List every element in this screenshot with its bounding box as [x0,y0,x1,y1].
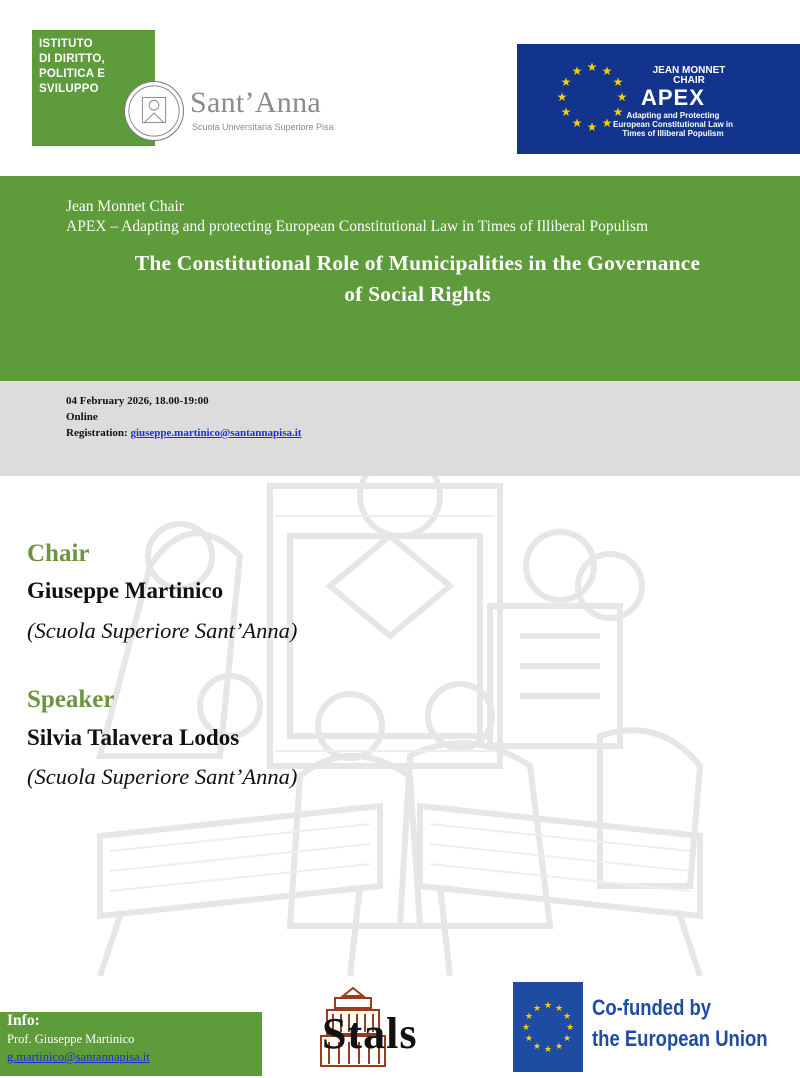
title-band [0,176,800,381]
event-date: 04 February 2026, 18.00-19:00 [66,395,209,407]
chair-name: Giuseppe Martinico [27,578,224,603]
event-mode: Online [66,411,98,423]
star-icon: ★ [571,116,583,131]
star-icon: ★ [543,1001,553,1012]
star-icon: ★ [565,1023,575,1034]
star-icon: ★ [571,64,583,79]
eu-cofunded-text [592,992,768,1054]
star-icon: ★ [543,1045,553,1056]
star-icon: ★ [556,90,568,105]
star-icon: ★ [524,1012,533,1023]
star-icon: ★ [586,120,598,135]
event-title-line: The Constitutional Role of Municipalities in the Governance [134,251,701,275]
star-icon: ★ [601,116,613,131]
speaker-affiliation: (Scuola Superiore Sant’Anna) [27,764,298,789]
stals-logo-text: Stals [322,1009,418,1058]
star-icon: ★ [586,60,598,75]
apex-logo [517,44,800,154]
event-title-line: of Social Rights [344,282,491,306]
star-icon: ★ [563,1012,572,1023]
star-icon: ★ [612,75,624,90]
registration-label: Registration: [66,427,128,439]
registration-line [66,427,301,439]
institute-line: SVILUPPO [39,83,99,95]
info-title: Info: [7,1012,40,1029]
registration-email-link[interactable]: giuseppe.martinico@santannapisa.it [130,427,302,439]
info-box [0,1012,262,1076]
apex-subtitle [573,111,773,138]
institute-line: ISTITUTO [39,38,93,50]
star-icon: ★ [616,90,628,105]
eu-text-line: the European Union [592,1026,768,1051]
apex-top-line: CHAIR [673,75,705,86]
info-contact-name: Prof. Giuseppe Martinico [7,1032,135,1046]
star-icon: ★ [554,1042,564,1053]
star-icon: ★ [532,1042,542,1053]
apex-top-line: JEAN MONNET [652,65,726,76]
apex-top-text [634,66,744,86]
star-icon: ★ [560,75,572,90]
institute-line: DI DIRITTO, [39,53,105,65]
santanna-seal-icon [124,81,184,141]
apex-sub-line: Times of Illiberal Populism [622,129,724,138]
chair-role-label: Chair [27,540,90,567]
star-icon: ★ [612,105,624,120]
star-icon: ★ [601,64,613,79]
eu-text-line: Co-funded by [592,995,712,1020]
eu-flag-icon [513,982,583,1072]
apex-sub-line: European Constitutional Law in [613,120,733,129]
star-icon: ★ [554,1004,564,1015]
project-line: APEX – Adapting and protecting European Constitutional Law in Times of Illiberal Populism [66,218,649,235]
university-subtitle: Scuola Universitaria Superiore Pisa [192,122,334,132]
chair-program-line: Jean Monnet Chair [66,198,184,215]
apex-sub-line: Adapting and Protecting [626,111,720,120]
star-icon: ★ [560,105,572,120]
speaker-name: Silvia Talavera Lodos [27,725,240,750]
event-title [40,248,795,310]
institute-line: POLITICA E [39,68,106,80]
star-icon: ★ [521,1023,531,1034]
star-icon: ★ [532,1004,542,1015]
university-name: Sant’Anna [190,86,322,119]
apex-name: APEX [641,85,705,110]
star-icon: ★ [524,1034,533,1045]
speaker-role-label: Speaker [27,686,115,713]
star-icon: ★ [563,1034,572,1045]
event-info-band [0,381,800,476]
chair-affiliation: (Scuola Superiore Sant’Anna) [27,618,298,643]
info-email-link[interactable]: g.martinico@santannapisa.it [7,1050,150,1064]
